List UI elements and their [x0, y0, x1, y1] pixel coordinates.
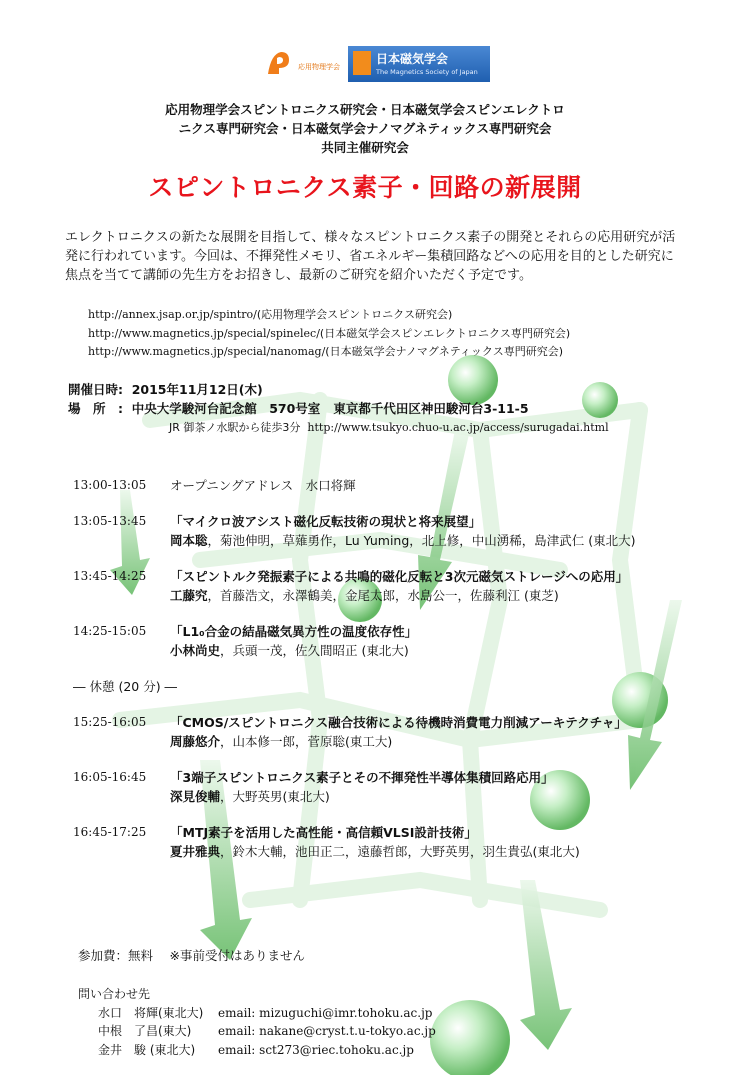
talk-authors [170, 787, 723, 806]
date-label: 開催日時: [68, 382, 123, 397]
sphere [430, 1000, 510, 1075]
lead-speaker: 工藤究 [170, 588, 208, 603]
link-list [88, 306, 570, 362]
contact-name: 中根 了昌(東大) [98, 1024, 192, 1038]
schedule-row [73, 713, 723, 732]
organizers [0, 100, 730, 157]
contact-email[interactable]: email: nakane@cryst.t.u-tokyo.ac.jp [218, 1024, 436, 1038]
msj-mark-icon [353, 51, 371, 75]
organizer-line: 応用物理学会スピントロニクス研究会・日本磁気学会スピンエレクトロ [165, 102, 565, 117]
co-authors: ，山本修一郎，菅原聡(東工大) [220, 734, 393, 749]
schedule-row [73, 768, 723, 787]
link-label: (日本磁気学会ナノマグネティックス専門研究会) [325, 345, 564, 358]
schedule-item [73, 622, 723, 660]
co-authors: ，菊池伸明，草薙勇作，Lu Yuming，北上修，中山湧稀，島津武仁 (東北大) [207, 533, 636, 548]
jsap-logo-icon [265, 48, 295, 78]
talk-authors [170, 531, 723, 550]
schedule-item [73, 713, 723, 751]
schedule [73, 476, 723, 878]
link-label: (日本磁気学会スピンエレクトロニクス専門研究会) [319, 326, 571, 340]
talk-time: 14:25-15:05 [73, 624, 147, 638]
talk-time: 13:00-13:05 [73, 478, 147, 492]
contact-email[interactable]: email: sct273@riec.tohoku.ac.jp [218, 1042, 414, 1057]
lead-speaker: 夏井雅典 [170, 844, 221, 859]
lead-speaker: 岡本聡 [170, 533, 208, 548]
link-row [88, 343, 570, 362]
schedule-item [73, 476, 723, 495]
msj-logo-subtitle: The Magnetics Society of Japan [376, 68, 478, 76]
place-label: 場 所 : [68, 401, 123, 416]
contact-email[interactable]: email: mizuguchi@imr.tohoku.ac.jp [218, 1005, 433, 1020]
talk-title: 「L1₀合金の結晶磁気異方性の温度依存性」 [170, 624, 418, 639]
schedule-row [73, 512, 723, 531]
access-row [169, 418, 609, 437]
event-info [68, 380, 609, 437]
talk-authors [170, 842, 723, 861]
schedule-item [73, 768, 723, 806]
schedule-item [73, 823, 723, 861]
fee-notice: 参加費：無料 ※事前受付はありません [78, 948, 305, 963]
msj-logo [348, 46, 490, 82]
contact-row [98, 1022, 436, 1041]
talk-authors [170, 641, 723, 660]
link-url[interactable]: http://www.magnetics.jp/special/nanomag/ [88, 345, 326, 358]
talk-time: 16:45-17:25 [73, 825, 147, 839]
organizer-line: 共同主催研究会 [321, 140, 409, 155]
logo-bar [0, 40, 730, 90]
talk-title: 「3端子スピントロニクス素子とその不揮発性半導体集積回路応用」 [170, 770, 554, 785]
schedule-item [73, 567, 723, 605]
talk-time: 16:05-16:45 [73, 770, 147, 784]
place-row [68, 399, 609, 418]
intro-paragraph: エレクトロニクスの新たな展開を目指して、様々なスピントロニクス素子の開発とそれらの応用研究が活発に行われています。今回は、不揮発性メモリ、省エネルギー集積回路などへの応用を目的とした研究に焦点を当てて講師の先生方をお招きし、最新のご研究を紹介いただく予定です。 [65, 230, 676, 283]
talk-time: 15:25-16:05 [73, 715, 147, 729]
contact-row [98, 1041, 436, 1060]
co-authors: ，大野英男(東北大) [220, 789, 330, 804]
talk-time: 13:45-14:25 [73, 569, 147, 583]
msj-logo-name: 日本磁気学会 [376, 52, 449, 66]
contact-row [98, 1004, 436, 1023]
co-authors: ，兵頭一茂，佐久間昭正 (東北大) [220, 643, 409, 658]
jsap-logo-text: 応用物理学会 [298, 63, 340, 71]
organizer-line: ニクス専門研究会・日本磁気学会ナノマグネティックス専門研究会 [178, 121, 552, 136]
talk-title: 「マイクロ波アシスト磁化反転技術の現状と将来展望」 [170, 514, 482, 529]
lead-speaker: 小林尚史 [170, 643, 221, 658]
talk-title: オープニングアドレス 水口将輝 [170, 478, 356, 493]
date-row [68, 380, 609, 399]
schedule-row [73, 622, 723, 641]
talk-time: 13:05-13:45 [73, 514, 147, 528]
schedule-item [73, 512, 723, 550]
link-url[interactable]: http://www.magnetics.jp/special/spinelec/ [88, 326, 320, 340]
link-url[interactable]: http://annex.jsap.or.jp/spintro/ [88, 308, 257, 321]
link-row [88, 325, 570, 344]
address-value: 東京都千代田区神田駿河台3-11-5 [333, 401, 529, 416]
talk-title: 「CMOS/スピントロニクス融合技術による待機時消費電力削減アーキテクチャ」 [170, 715, 627, 730]
lead-speaker: 周藤悠介 [170, 734, 221, 749]
schedule-row [73, 476, 723, 495]
talk-authors [170, 586, 723, 605]
page-title: スピントロニクス素子・回路の新展開 [148, 173, 582, 202]
access-text: JR 御茶ノ水駅から徒歩3分 [169, 421, 301, 434]
link-row [88, 306, 570, 325]
contact-title: 問い合わせ先 [78, 987, 151, 1001]
place-value: 中央大学駿河台記念館 570号室 [131, 401, 321, 416]
contact-name: 水口 将輝(東北大) [98, 1005, 204, 1020]
co-authors: ，鈴木大輔，池田正二，遠藤哲郎，大野英男，羽生貴弘(東北大) [220, 844, 580, 859]
talk-authors [170, 732, 723, 751]
talk-title: 「MTJ素子を活用した高性能・高信頼VLSI設計技術」 [170, 825, 477, 840]
contact-name: 金井 駿 (東北大) [98, 1042, 196, 1057]
access-url[interactable]: http://www.tsukyo.chuo-u.ac.jp/access/surugadai.html [307, 421, 609, 434]
lead-speaker: 深見俊輔 [170, 789, 221, 804]
contact-section [78, 985, 436, 1059]
schedule-row [73, 823, 723, 842]
date-value: 2015年11月12日(木) [131, 382, 263, 397]
co-authors: ，首藤浩文，永澤鶴美，金尾太郎，水島公一，佐藤利江 (東芝) [207, 588, 559, 603]
talk-title: 「スピントルク発振素子による共鳴的磁化反転と3次元磁気ストレージへの応用」 [170, 569, 629, 584]
break-label: ― 休憩 (20 分) ― [73, 679, 178, 694]
schedule-row [73, 567, 723, 586]
link-label: (応用物理学会スピントロニクス研究会) [256, 308, 453, 321]
